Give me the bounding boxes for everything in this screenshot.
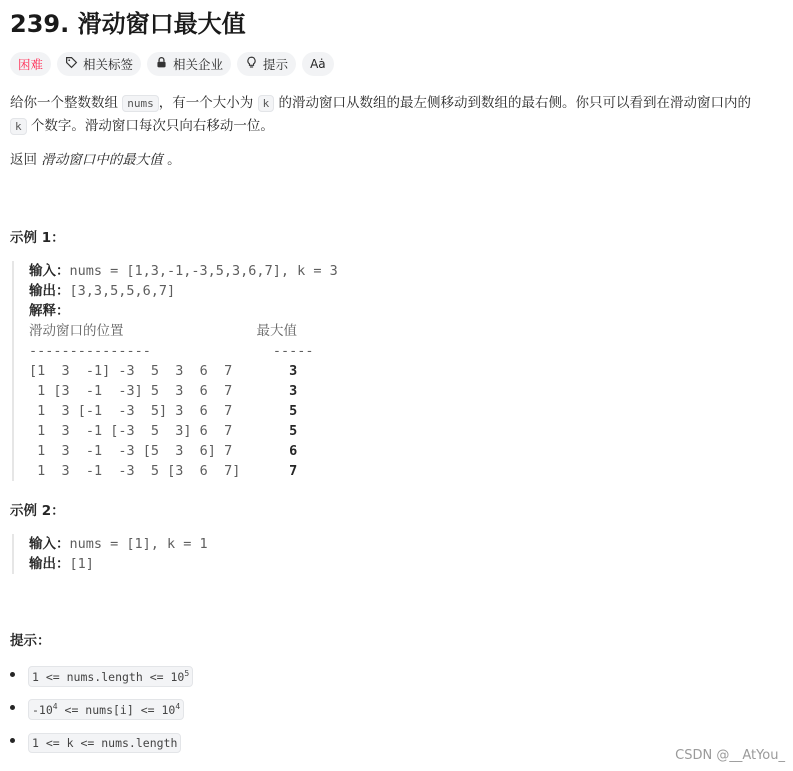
example-1-block: 输入：nums = [1,3,-1,-3,5,3,6,7], k = 3 输出：[3,3,5,5,6,7] 解释： 滑动窗口的位置 最大值 --------------- ----- [1 3 -1] -3 5 3 6 7 3 1 [3 -1 -3] 5 3 6 7 3 1 3 [-1 -3 5] 3 6 7 5 1 3 -1 [-3 5 3] 6 7 5 1 3 -1 -3 [5 3 6] 7 6 1 3 -1 -3 5 [3 6 7] 7: [12, 261, 338, 481]
companies-tag-button[interactable]: [147, 52, 231, 76]
lightbulb-icon: [245, 56, 258, 72]
example-2-heading: 示例 2：: [10, 503, 65, 519]
companies-tag-label: 相关企业: [173, 57, 224, 72]
emphasis-text: 滑动窗口中的最大值: [41, 152, 163, 168]
description-paragraph-2: 返回 滑动窗口中的最大值 。: [10, 152, 181, 168]
constraint-item: 1 <= nums.length <= $10^5$: [10, 660, 193, 693]
translate-button[interactable]: [302, 52, 334, 76]
constraints-list: [10, 660, 193, 759]
description-paragraph-1: 给你一个整数数组 nums ，有一个大小为 k 的滑动窗口从数组的最左侧移动到数组的最右侧。你只可以看到在滑动窗口内的 k 个数字。滑动窗口每次只向右移动一位。: [10, 95, 752, 134]
difficulty-label: 困难: [18, 57, 44, 72]
code-nums: nums: [122, 95, 159, 112]
lock-icon: [155, 56, 168, 72]
constraint-item: 1 <= k <= nums.length: [10, 726, 193, 759]
example-1-heading: 示例 1：: [10, 230, 65, 246]
hint-tag-label: 提示: [263, 57, 289, 72]
window-row: 1 3 -1 -3 5 [3 6 7]: [29, 463, 241, 479]
code-k-2: k: [10, 118, 27, 135]
code-k: k: [258, 95, 275, 112]
topics-tag-label: 相关标签: [83, 57, 134, 72]
watermark: CSDN @__AtYou_: [675, 748, 785, 763]
window-row: [1 3 -1] -3 5 3 6 7: [29, 363, 233, 379]
window-row: 1 3 -1 [-3 5 3] 6 7: [29, 423, 233, 439]
example-2-block: 输入：nums = [1], k = 1 输出：[1]: [12, 534, 208, 574]
tag-bar: [10, 52, 334, 76]
window-row: 1 3 [-1 -3 5] 3 6 7: [29, 403, 233, 419]
translate-icon: Aȧ: [310, 57, 326, 71]
constraint-item: $-10^4$ <= nums[i] <= $10^4$: [10, 693, 193, 726]
window-row: 1 [3 -1 -3] 5 3 6 7: [29, 383, 233, 399]
topics-tag-button[interactable]: [57, 52, 141, 76]
window-row: 1 3 -1 -3 [5 3 6] 7: [29, 443, 233, 459]
constraints-heading: 提示：: [10, 633, 51, 649]
tag-icon: [65, 56, 78, 72]
hint-tag-button[interactable]: [237, 52, 296, 76]
problem-title: 239. 滑动窗口最大值: [10, 10, 246, 38]
difficulty-badge: [10, 52, 51, 76]
